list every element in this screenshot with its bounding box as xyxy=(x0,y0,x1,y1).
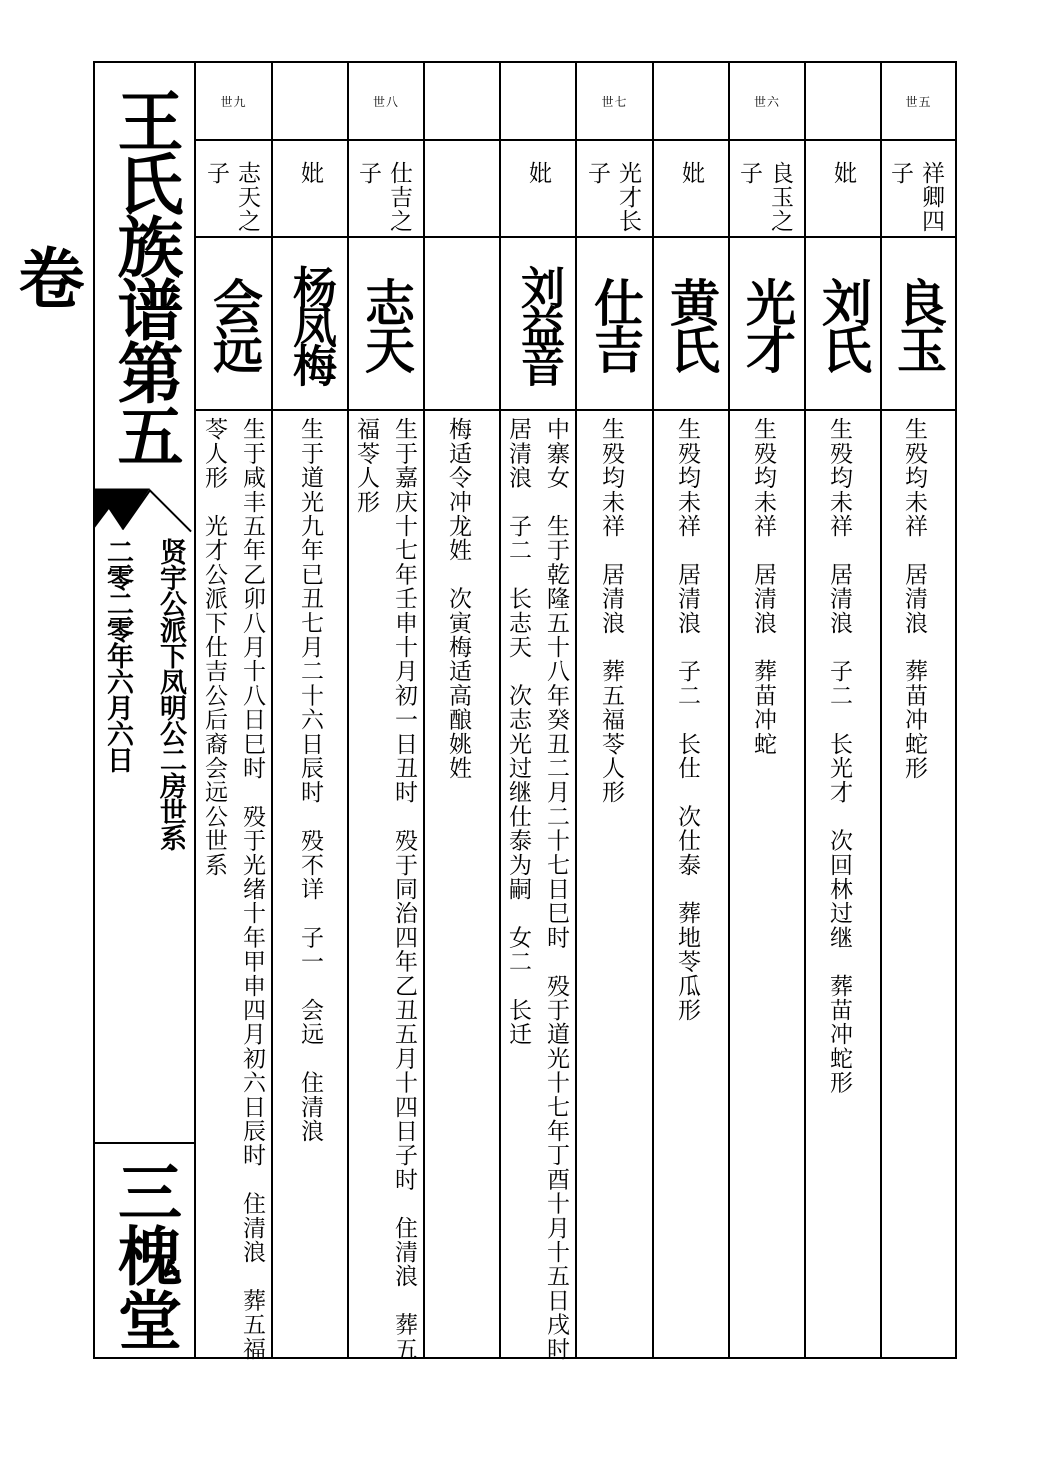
relation-label: 妣 xyxy=(654,141,728,238)
relation-label: 祥卿四子 xyxy=(882,141,955,238)
generation-label xyxy=(425,63,499,141)
relation-label: 仕吉之子 xyxy=(349,141,423,238)
relation-label: 妣 xyxy=(273,141,347,238)
generation-column xyxy=(425,63,501,1357)
generation-column xyxy=(577,63,654,1357)
generation-label: 世六 xyxy=(730,63,804,141)
person-name: 杨凤梅 xyxy=(273,238,347,411)
relation-label: 良玉之子 xyxy=(730,141,804,238)
generation-label xyxy=(501,63,575,141)
generation-column xyxy=(882,63,955,1357)
person-description: 生殁均未祥 居清浪 子二 长仕 次仕泰 葬地苓瓜形 xyxy=(674,417,700,1022)
person-name: 黄氏 xyxy=(654,238,728,411)
generation-label xyxy=(806,63,880,141)
genealogy-page xyxy=(7,61,957,1386)
generation-column xyxy=(349,63,425,1361)
banner-chevron xyxy=(95,488,194,534)
person-name: 仕吉 xyxy=(577,238,652,411)
person-name: 光才 xyxy=(730,238,804,411)
book-title: 王氏族谱第五卷 xyxy=(7,86,184,465)
person-description: 生于道光九年已丑七月二十六日辰时 殁不详 子一 会远 住清浪 xyxy=(297,417,323,1143)
relation-label: 妣 xyxy=(806,141,880,238)
generation-column xyxy=(654,63,730,1357)
person-description: 生于嘉庆十七年壬申十月初一日丑时 殁于同治四年乙丑五月十四日子时 住清浪 葬五福苓人形 xyxy=(353,417,417,1361)
person-name xyxy=(425,238,499,411)
person-description: 中寨女 生于乾隆五十八年癸丑二月二十七日巳时 殁于道光十七年丁酉十月十五日戌时 居清浪 子二 长志天 次志光过继仕泰为嗣 女二 长迁 xyxy=(505,417,569,1386)
generation-label xyxy=(654,63,728,141)
branch-subtitle: 贤宇公派下凤明公二房世系 xyxy=(155,538,186,850)
person-name: 会远 xyxy=(196,238,271,411)
generation-label: 世八 xyxy=(349,63,423,141)
person-name: 志天 xyxy=(349,238,423,411)
subtitle-area xyxy=(95,534,194,1142)
generation-column xyxy=(273,63,349,1357)
person-name: 刘益音 xyxy=(501,238,575,411)
generation-label: 世九 xyxy=(196,63,271,141)
person-description: 生殁均未祥 居清浪 葬苗冲蛇 xyxy=(750,417,776,756)
publish-date: 二零二零年六月六日 xyxy=(102,538,133,772)
generation-column xyxy=(501,63,577,1386)
person-description: 生殁均未祥 居清浪 葬五福苓人形 xyxy=(598,417,624,805)
generation-label: 世五 xyxy=(882,63,955,141)
person-description: 梅适令冲龙姓 次寅梅适高酿姚姓 xyxy=(445,417,471,780)
person-name: 刘氏 xyxy=(806,238,880,411)
generation-column xyxy=(196,63,273,1361)
person-description: 生殁均未祥 居清浪 子二 长光才 次回林过继 葬苗冲蛇形 xyxy=(826,417,852,1095)
relation-label xyxy=(425,141,499,238)
person-description: 生殁均未祥 居清浪 葬苗冲蛇形 xyxy=(901,417,927,780)
title-column xyxy=(7,63,196,1357)
relation-label: 志天之子 xyxy=(196,141,271,238)
generation-column xyxy=(730,63,806,1357)
person-name: 良玉 xyxy=(882,238,955,411)
relation-label: 妣 xyxy=(501,141,575,238)
generation-label xyxy=(273,63,347,141)
relation-label: 光才长子 xyxy=(577,141,652,238)
generation-column xyxy=(806,63,882,1357)
person-description: 生于咸丰五年乙卯八月十八日巳时 殁于光绪十年甲申四月初六日辰时 住清浪 葬五福苓人形 光才公派下仕吉公后裔会远公世系 xyxy=(201,417,265,1361)
hall-name: 三槐堂 xyxy=(95,1142,194,1361)
generation-label: 世七 xyxy=(577,63,652,141)
